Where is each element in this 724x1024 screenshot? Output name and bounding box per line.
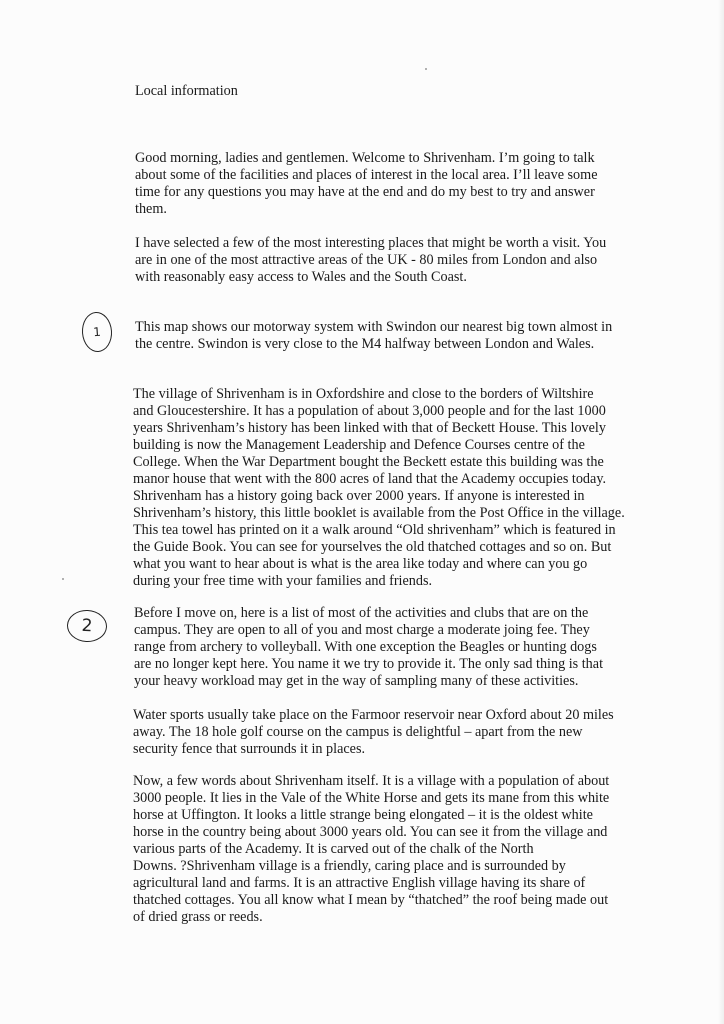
paragraph-welcome: Good morning, ladies and gentlemen. Welcome to Shrivenham. I’m going to talk about some of the facilities and places of interest in the local area. I’ll leave some time for any questions you may have at the end and do my best to try and answer them. [135, 150, 598, 217]
paper-speck [425, 68, 427, 70]
paragraph-motorway-map: This map shows our motorway system with Swindon our nearest big town almost in the centre. Swindon is very close to the M4 halfway between London and Wales. [135, 319, 613, 352]
paragraph-shrivenham-itself: Now, a few words about Shrivenham itself. It is a village with a population of about 3000 people. It lies in the Vale of the White Horse and gets its mane from this white horse at Uffington. It looks a little strange being elongated – it is the oldest white horse in the country being about 3000 years old. You can see it from the village and various parts of the Academy. It is carved out of the chalk of the North Downs. ?Shrivenham village is a friendly, caring place and is surrounded by agricultural land and farms. It is an attractive English village having its share of thatched cottages. You all know what I mean by “thatched” the roof being made out of dried grass or reeds. [133, 773, 610, 925]
paragraph-selected-places: I have selected a few of the most interesting places that might be worth a visit. You are in one of the most attractive areas of the UK - 80 miles from London and also with reasonably easy access to Wales and the South Coast. [135, 235, 607, 285]
paragraph-village-history: The village of Shrivenham is in Oxfordshire and close to the borders of Wiltshire and Gloucestershire. It has a population of about 3,000 people and for the last 1000 years Shrivenham’s history has been linked with that of Beckett House. This lovely building is now the Management Leadership and Defence Courses centre of the College. When the War Department bought the Beckett estate this building was the manor house that went with the 800 acres of land that the Academy occupies today. Shrivenham has a history going back over 2000 years. If anyone is interested in Shrivenham’s history, this little booklet is available from the Post Office in the village. This tea towel has printed on it a walk around “Old shrivenham” which is featured in the Guide Book. You can see for yourselves the old thatched cottages and so on. But what you want to hear about is what is the area like today and where can you go during your free time with your families and friends. [133, 386, 625, 589]
handwritten-marker-2: 2 [66, 609, 108, 643]
paragraph-water-sports: Water sports usually take place on the Farmoor reservoir near Oxford about 20 miles away. The 18 hole golf course on the campus is delightful – apart from the new security fence that surrounds it in places. [133, 707, 614, 757]
paper-speck [62, 578, 64, 580]
page-title: Local information [135, 83, 238, 99]
handwritten-marker-1: 1 [81, 311, 114, 353]
paragraph-activities-clubs: Before I move on, here is a list of most of the activities and clubs that are on the campus. They are open to all of you and most charge a moderate joing fee. They range from archery to volleyball. With one exception the Beagles or hunting dogs are no longer kept here. You name it we try to provide it. The only sad thing is that your heavy workload may get in the way of sampling many of these activities. [134, 605, 604, 689]
